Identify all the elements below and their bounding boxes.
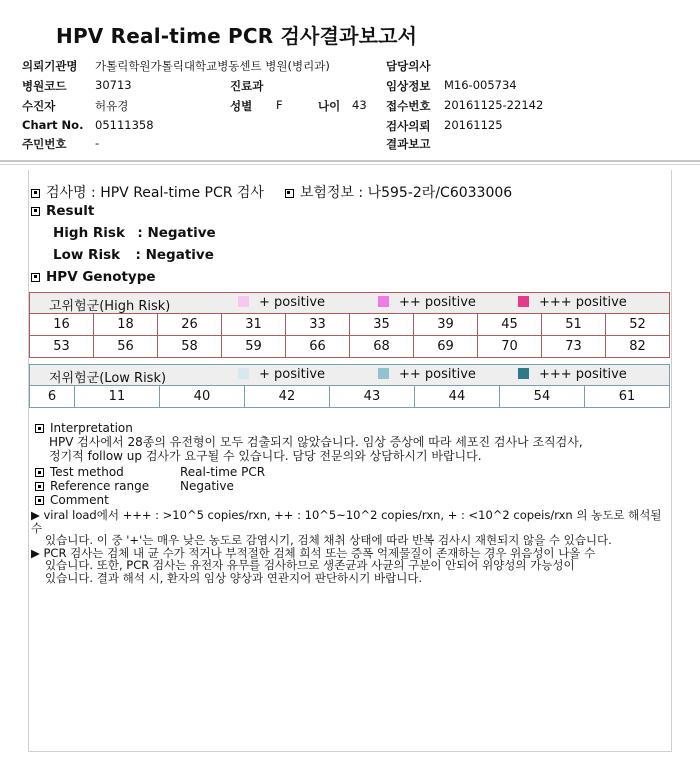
legend-swatch [378,296,389,307]
comment-2a: ▶ PCR 검사는 검체 내 균 수가 적거나 부적절한 검체 희석 또는 증폭 억제물질이 존재하는 경우 위음성이 나올 수 [31,545,596,560]
genotype-cell: 82 [606,336,670,358]
receipt-value: 20161125-22142 [444,98,544,112]
resident-label: 주민번호 [22,137,67,151]
table-row [30,386,670,408]
age-value: 43 [352,98,367,112]
genotype-cell: 18 [94,314,158,336]
genotype-cell: 33 [286,314,350,336]
bullet-square-icon [31,207,40,216]
receipt-label: 접수번호 [386,99,431,113]
interpretation-line-2: 정기적 follow up 검사가 요구될 수 있습니다. 담당 전문의와 상담하시기 바랍니다. [49,449,482,463]
genotype-cell: 11 [74,386,159,408]
interpretation-block [31,421,665,585]
dept-label: 진료과 [230,79,264,93]
genotype-cell: 61 [584,386,669,408]
low-risk-group-label: 저위험군(Low Risk) [49,371,167,386]
comment-1a: ▶ viral load에서 +++ : >10^5 copies/rxn, ++ : 10^5~10^2 copies/rxn, + : <10^2 copeis/rxn 의 농도로 해석될 수 [31,508,662,535]
sex-label: 성별 [230,99,253,113]
bullet-square-icon [35,496,44,505]
high-risk-value: : Negative [137,225,216,241]
bullet-square-icon [35,424,44,433]
clinical-value: M16-005734 [444,78,517,92]
genotype-cell: 70 [478,336,542,358]
legend-plus: + positive [238,367,325,382]
genotype-cell: 26 [158,314,222,336]
genotype-cell: 42 [244,386,329,408]
sex-value: F [276,98,283,112]
high-risk-row [53,225,216,241]
header-divider-thin [0,164,700,165]
legend-swatch [378,368,389,379]
genotype-cell: 68 [350,336,414,358]
result-heading: Result [46,203,95,219]
header-divider [0,160,700,162]
low-risk-label: Low Risk [53,247,121,263]
legend-swatch [518,368,529,379]
header-info [0,54,700,154]
table-row [30,336,670,358]
low-risk-genotype-table [29,385,670,408]
test-method-value: Real-time PCR [180,465,266,479]
interpretation-heading: Interpretation [35,421,665,435]
legend-swatch [518,296,529,307]
genotype-cell: 31 [222,314,286,336]
request-label: 검사의뢰 [386,119,431,133]
comment-heading: Comment [35,493,665,507]
legend-plus-plus-plus: +++ positive [518,295,627,310]
result-heading-row [31,203,94,219]
insurance-label: 보험정보 : [299,185,364,201]
legend-plus-plus-plus: +++ positive [518,367,627,382]
comment-1b: 있습니다. 이 중 '+'는 매우 낮은 농도로 감염시기, 검체 채취 상태에 따라 반복 검사시 재현되지 않을 수 있습니다. [45,533,612,547]
genotype-cell: 16 [30,314,94,336]
genotype-cell: 58 [158,336,222,358]
genotype-heading-row [31,269,156,285]
genotype-cell: 66 [286,336,350,358]
genotype-cell: 53 [30,336,94,358]
genotype-cell: 39 [414,314,478,336]
reference-range-label: Reference range [50,479,150,493]
genotype-cell: 43 [329,386,414,408]
test-method-row [35,465,665,479]
genotype-cell: 44 [414,386,499,408]
report-title: HPV Real-time PCR 검사결과보고서 [56,24,418,48]
bullet-square-icon [31,273,40,282]
bullet-square-icon [285,189,294,198]
clinical-label: 임상정보 [386,79,431,93]
reference-range-value: Negative [180,479,234,493]
exam-line [31,182,512,202]
insurance-value: 나595-2라/C6033006 [367,185,513,201]
genotype-cell: 40 [159,386,244,408]
high-risk-legend-bar [29,292,670,314]
genotype-cell: 59 [222,336,286,358]
report-label: 결과보고 [386,137,431,151]
low-risk-value: : Negative [135,247,214,263]
legend-plus-plus: ++ positive [378,295,476,310]
request-value: 20161125 [444,118,503,132]
bullet-square-icon [35,468,44,477]
test-method-label: Test method [50,465,124,479]
institution-label: 의뢰기관명 [22,59,78,73]
hospital-code-label: 병원코드 [22,79,67,93]
high-risk-label: High Risk [53,225,125,241]
legend-plus-plus: ++ positive [378,367,476,382]
genotype-cell: 6 [30,386,75,408]
genotype-cell: 56 [94,336,158,358]
genotype-cell: 73 [542,336,606,358]
bullet-square-icon [31,189,40,198]
genotype-cell: 54 [499,386,584,408]
high-risk-genotype-table [29,313,670,358]
genotype-heading: HPV Genotype [46,269,156,285]
receiver-label: 수진자 [22,99,56,113]
genotype-cell: 51 [542,314,606,336]
genotype-cell: 69 [414,336,478,358]
reference-range-row [35,479,665,493]
age-label: 나이 [318,99,341,113]
legend-swatch [238,296,249,307]
result-panel [28,170,672,752]
genotype-cell: 52 [606,314,670,336]
receiver-value: 허유경 [95,99,129,113]
high-risk-group-label: 고위험군(High Risk) [49,299,171,314]
chart-label: Chart No. [22,118,84,132]
legend-swatch [238,368,249,379]
low-risk-legend-bar [29,364,670,386]
doctor-label: 담당의사 [386,59,431,73]
comment-2b: 있습니다. 또한, PCR 검사는 유전자 유무를 검사하므로 생존균과 사균의 구분이 안되어 위양성의 가능성이 [45,558,575,572]
chart-value: 05111358 [95,118,154,132]
resident-value: - [95,136,100,150]
hospital-code-value: 30713 [95,78,132,92]
bullet-square-icon [35,482,44,491]
genotype-cell: 45 [478,314,542,336]
exam-name: HPV Real-time PCR 검사 [100,185,264,201]
interpretation-line-1: HPV 검사에서 28종의 유전형이 모두 검출되지 않았습니다. 임상 증상에 따라 세포진 검사나 조직검사, [49,435,583,449]
exam-name-label: 검사명 : [46,185,96,201]
genotype-cell: 35 [350,314,414,336]
legend-plus: + positive [238,295,325,310]
low-risk-row [53,247,214,263]
institution-value: 가톨릭학원가톨릭대학교병동센트 병원(병리과) [95,59,330,73]
table-row [30,314,670,336]
comment-2c: 있습니다. 결과 해석 시, 환자의 임상 양상과 연관지어 판단하시기 바랍니다. [45,570,423,585]
